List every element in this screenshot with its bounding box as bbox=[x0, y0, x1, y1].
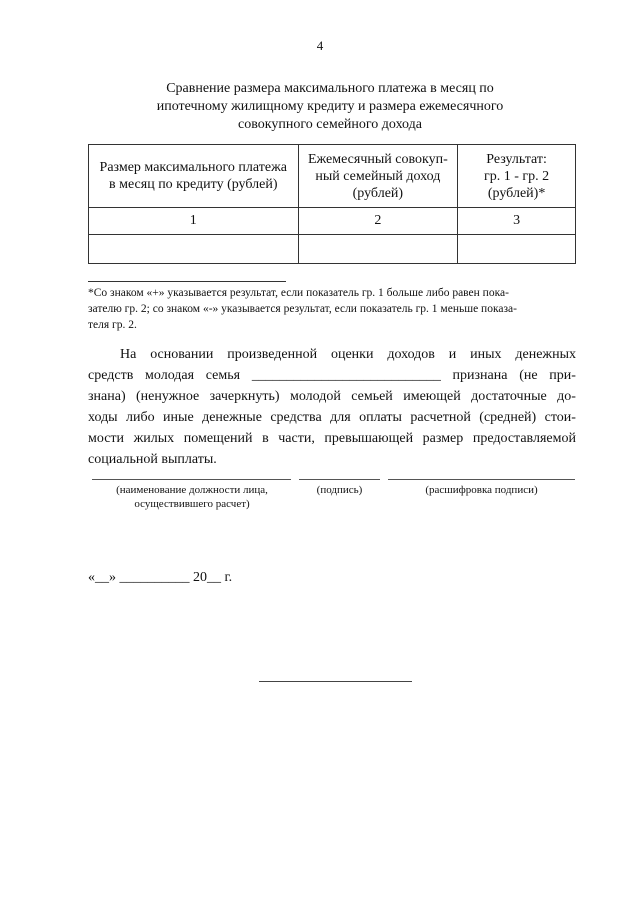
header-result bbox=[458, 145, 576, 208]
paragraph-word: (средней) bbox=[479, 410, 537, 425]
paragraph-word: молодой bbox=[289, 389, 341, 404]
column-number: 3 bbox=[458, 208, 576, 235]
table-header-row bbox=[89, 145, 576, 208]
header-text: гр. 1 - гр. 2 bbox=[484, 168, 550, 184]
paragraph-word: при- bbox=[549, 368, 576, 383]
footnote-line: зателю гр. 2; со знаком «-» указывается результат, если показатель гр. 1 меньше показа- bbox=[88, 303, 517, 315]
title-line: Сравнение размера максимального платежа в месяц по bbox=[166, 81, 494, 96]
footnote bbox=[88, 285, 576, 333]
comparison-table bbox=[88, 144, 576, 264]
paragraph-word: доходов bbox=[387, 347, 435, 362]
paragraph-word: (не bbox=[519, 368, 538, 383]
date-line[interactable]: «__» __________ 20__ г. bbox=[88, 570, 233, 585]
paragraph-word: и bbox=[448, 347, 457, 362]
paragraph-word: иные bbox=[163, 410, 194, 425]
paragraph-word: денежные bbox=[202, 410, 262, 425]
paragraph-word: мости bbox=[88, 431, 125, 446]
paragraph-word: произведенной bbox=[227, 347, 318, 362]
decoding-label: (расшифровка подписи) bbox=[425, 484, 538, 496]
header-monthly-income bbox=[298, 145, 458, 208]
header-text: Ежемесячный совокуп- bbox=[307, 151, 448, 167]
position-signature-line[interactable] bbox=[92, 479, 291, 480]
paragraph-line: социальной выплаты. bbox=[88, 452, 217, 467]
paragraph-word: На bbox=[120, 347, 137, 362]
paragraph-line bbox=[88, 344, 576, 365]
paragraph-word: расчетной bbox=[410, 410, 471, 425]
paragraph-word: оплаты bbox=[359, 410, 402, 425]
header-max-payment bbox=[89, 145, 299, 208]
paragraph-word: имеющей bbox=[403, 389, 461, 404]
paragraph-word: (ненужное bbox=[136, 389, 200, 404]
paragraph-word: достаточные bbox=[471, 389, 547, 404]
footnote-line: теля гр. 2. bbox=[88, 319, 137, 331]
paragraph-word: признана bbox=[452, 368, 508, 383]
paragraph-word: зачеркнуть) bbox=[209, 389, 280, 404]
title-line: ипотечному жилищному кредиту и размера ежемесячного bbox=[156, 99, 504, 114]
page-number: 4 bbox=[316, 38, 324, 53]
paragraph-word: молодая bbox=[145, 368, 195, 383]
paragraph-word: ___________________________ bbox=[251, 368, 441, 383]
paragraph-word: основании bbox=[150, 347, 214, 362]
paragraph-word: предоставляемой bbox=[472, 431, 576, 446]
paragraph-word: семьей bbox=[351, 389, 393, 404]
column-number-row bbox=[89, 208, 576, 235]
table-cell[interactable] bbox=[458, 235, 576, 264]
signature-line[interactable] bbox=[299, 479, 380, 480]
paragraph-word: средства bbox=[270, 410, 322, 425]
column-number: 1 bbox=[89, 208, 299, 235]
paragraph-word: средств bbox=[88, 368, 134, 383]
paragraph-word: оценки bbox=[330, 347, 374, 362]
title-line: совокупного семейного дохода bbox=[238, 117, 422, 132]
document-title bbox=[120, 80, 540, 134]
table-row bbox=[89, 235, 576, 264]
paragraph-line bbox=[88, 428, 576, 449]
paragraph-word: части, bbox=[278, 431, 315, 446]
paragraph-word: иных bbox=[470, 347, 502, 362]
footnote-divider bbox=[88, 281, 286, 282]
position-label bbox=[82, 483, 302, 511]
label-text: (наименование должности лица, bbox=[116, 484, 268, 496]
footnote-line: *Со знаком «+» указывается результат, если показатель гр. 1 больше либо равен пока- bbox=[88, 287, 509, 299]
paragraph-word: жилых bbox=[133, 431, 175, 446]
header-text: (рублей) bbox=[352, 185, 404, 201]
assessment-paragraph bbox=[88, 344, 576, 470]
paragraph-line bbox=[88, 386, 576, 407]
paragraph-word: ходы bbox=[88, 410, 118, 425]
header-text: Размер максимального платежа bbox=[99, 160, 287, 175]
bottom-divider bbox=[259, 681, 412, 682]
paragraph-line bbox=[88, 407, 576, 428]
label-text: осуществившего расчет) bbox=[134, 498, 250, 510]
paragraph-word: семья bbox=[205, 368, 241, 383]
paragraph-word: размер bbox=[422, 431, 464, 446]
decoding-signature-line[interactable] bbox=[388, 479, 575, 480]
column-number: 2 bbox=[298, 208, 458, 235]
paragraph-word: стои- bbox=[544, 410, 576, 425]
paragraph-word: в bbox=[262, 431, 269, 446]
paragraph-word: превышающей bbox=[324, 431, 414, 446]
header-text: Результат: bbox=[486, 151, 547, 167]
paragraph-word: знана) bbox=[88, 389, 126, 404]
header-text: (рублей)* bbox=[487, 185, 546, 201]
paragraph-line bbox=[88, 365, 576, 386]
header-text: ный семейный доход bbox=[315, 168, 441, 184]
signature-label: (подпись) bbox=[316, 484, 363, 496]
paragraph-word: помещений bbox=[183, 431, 253, 446]
header-text: в месяц по кредиту (рублей) bbox=[109, 177, 278, 192]
table-cell[interactable] bbox=[298, 235, 458, 264]
paragraph-word: для bbox=[330, 410, 351, 425]
paragraph-word: до- bbox=[557, 389, 576, 404]
paragraph-word: либо bbox=[126, 410, 155, 425]
paragraph-word: денежных bbox=[515, 347, 576, 362]
table-cell[interactable] bbox=[89, 235, 299, 264]
